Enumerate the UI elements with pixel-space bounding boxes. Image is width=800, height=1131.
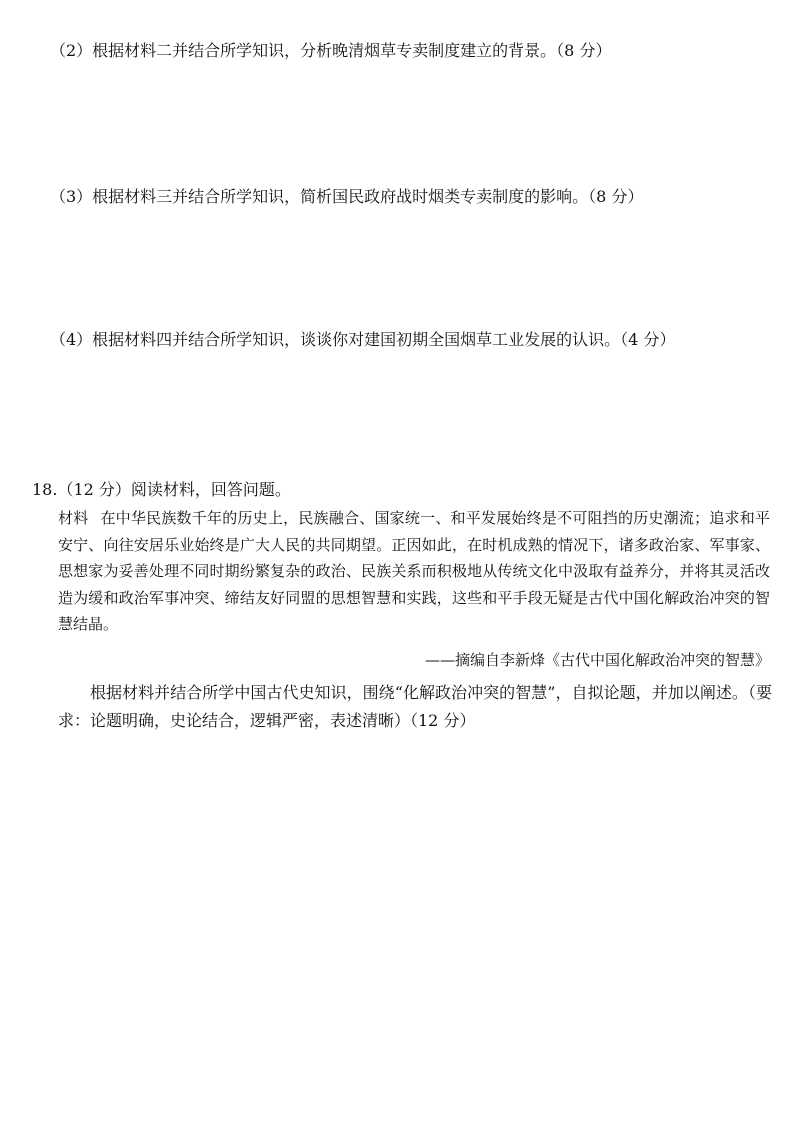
question-18-instruction: 根据材料并结合所学中国古代史知识，围绕“化解政治冲突的智慧”，自拟论题，并加以阐述。（要求：论题明确，史论结合，逻辑严密，表述清晰）（12 分）	[58, 683, 772, 730]
material-label: 材料	[58, 509, 89, 527]
material-text: 在中华民族数千年的历史上，民族融合、国家统一、和平发展始终是不可阻挡的历史潮流；追求和平安宁、向往安居乐业始终是广大人民的共同期望。正因如此，在时机成熟的情况下，诸多政治家、军事家、思想家为妥善处理不同时期纷繁复杂的政治、民族关系而积极地从传统文化中汲取有益养分，并将其灵活改造为缓和政治军事冲突、缔结友好同盟的思想智慧和实践，这些和平手段无疑是古代中国化解政治冲突的智慧结晶。	[58, 509, 770, 633]
question-3: （3）根据材料三并结合所学知识，简析国民政府战时烟类专卖制度的影响。（8 分）	[50, 187, 644, 206]
question-2: （2）根据材料二并结合所学知识，分析晚清烟草专卖制度建立的背景。（8 分）	[50, 41, 612, 60]
question-18-heading: 18.（12 分）阅读材料，回答问题。	[32, 480, 291, 499]
material-source: ——摘编自李新烽《古代中国化解政治冲突的智慧》	[424, 651, 770, 669]
material-passage	[58, 505, 770, 638]
question-4: （4）根据材料四并结合所学知识，谈谈你对建国初期全国烟草工业发展的认识。（4 分）	[50, 330, 676, 349]
